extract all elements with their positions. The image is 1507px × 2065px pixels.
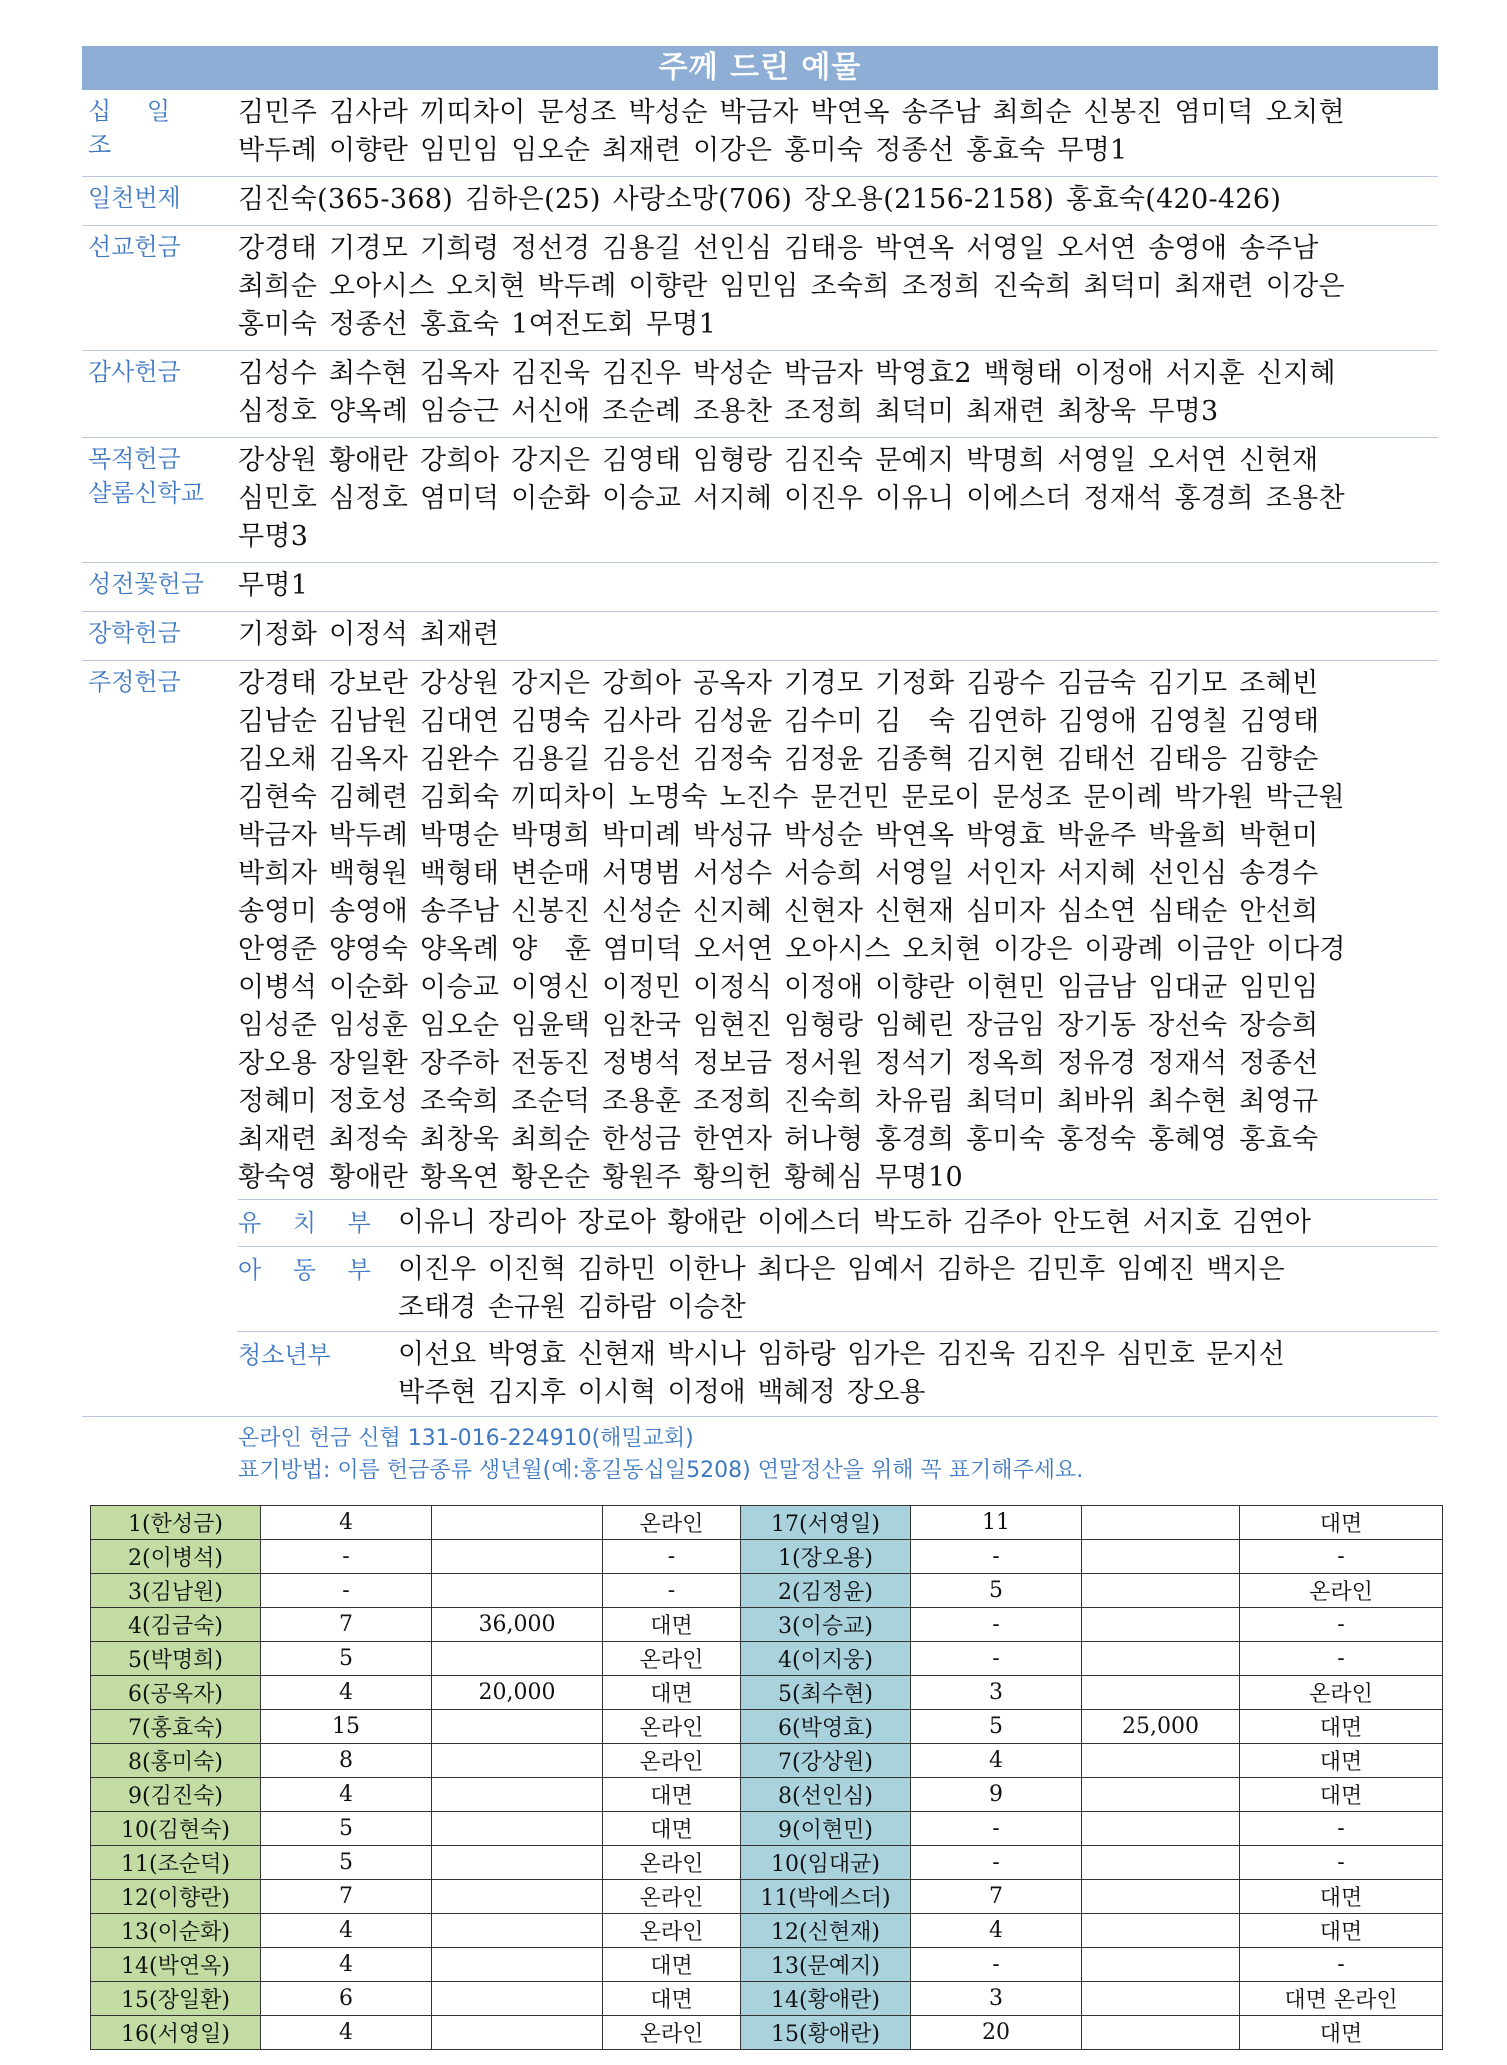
section-label: 주정헌금 bbox=[88, 668, 181, 696]
cell-count-left: 4 bbox=[261, 1778, 432, 1812]
cell-count-left: 6 bbox=[261, 1982, 432, 2016]
cell-count-left: 8 bbox=[261, 1744, 432, 1778]
section-thanks-offering bbox=[82, 351, 1438, 438]
cell-name-left: 8(홍미숙) bbox=[91, 1744, 261, 1778]
cell-type-left: 온라인 bbox=[603, 1914, 741, 1948]
name-line: 무명1 bbox=[238, 570, 309, 601]
subsection-children bbox=[238, 1246, 1438, 1331]
cell-amount-right bbox=[1082, 1676, 1240, 1710]
cell-count-right: 5 bbox=[911, 1710, 1082, 1744]
section-label: 일천번제 bbox=[88, 184, 181, 212]
cell-type-right: 대면 온라인 bbox=[1240, 1982, 1443, 2016]
cell-amount-left bbox=[432, 1982, 603, 2016]
cell-type-right: - bbox=[1240, 1540, 1443, 1574]
cell-amount-left bbox=[432, 1506, 603, 1540]
name-line: 황숙영 황애란 황옥연 황온순 황원주 황의헌 황혜심 무명10 bbox=[238, 1162, 963, 1193]
cell-count-right: 7 bbox=[911, 1880, 1082, 1914]
cell-count-right: - bbox=[911, 1948, 1082, 1982]
cell-type-left: 온라인 bbox=[603, 2016, 741, 2050]
name-line: 박금자 박두례 박명순 박명희 박미례 박성규 박성순 박연옥 박영효 박윤주 박율희 박현미 bbox=[238, 820, 1319, 851]
cell-name-left: 16(서영일) bbox=[91, 2016, 261, 2050]
cell-type-left: 온라인 bbox=[603, 1846, 741, 1880]
cell-amount-left: 36,000 bbox=[432, 1608, 603, 1642]
name-line: 박희자 백형원 백형태 변순매 서명범 서성수 서승희 서영일 서인자 서지혜 선인심 송경수 bbox=[238, 858, 1319, 889]
cell-type-left: 온라인 bbox=[603, 1506, 741, 1540]
table-row bbox=[91, 1914, 1443, 1948]
cell-count-left: 4 bbox=[261, 1506, 432, 1540]
cell-amount-left bbox=[432, 1574, 603, 1608]
name-line: 이진우 이진혁 김하민 이한나 최다은 임예서 김하은 김민후 임예진 백지은 bbox=[398, 1254, 1285, 1285]
cell-amount-right bbox=[1082, 1642, 1240, 1676]
cell-count-right: 4 bbox=[911, 1914, 1082, 1948]
subsection-label: 아 동 부 bbox=[238, 1256, 383, 1284]
section-label-line1: 목적헌금 bbox=[88, 445, 181, 473]
cell-amount-left bbox=[432, 1642, 603, 1676]
cell-count-right: 11 bbox=[911, 1506, 1082, 1540]
cell-amount-left bbox=[432, 2016, 603, 2050]
cell-type-right: 온라인 bbox=[1240, 1676, 1443, 1710]
cell-type-right: 대면 bbox=[1240, 1710, 1443, 1744]
cell-count-right: - bbox=[911, 1846, 1082, 1880]
section-label: 성전꽃헌금 bbox=[88, 570, 204, 598]
cell-count-left: - bbox=[261, 1540, 432, 1574]
table-row bbox=[91, 2016, 1443, 2050]
name-line: 이병석 이순화 이승교 이영신 이정민 이정식 이정애 이향란 이현민 임금남 임대균 임민임 bbox=[238, 972, 1319, 1003]
notation-method-line: 표기방법: 이름 헌금종류 생년월(예:홍길동십일5208) 연말정산을 위해 꼭 표기해주세요. bbox=[238, 1458, 1084, 1483]
name-line: 최재련 최정숙 최창욱 최희순 한성금 한연자 허나형 홍경희 홍미숙 홍정숙 홍혜영 홍효숙 bbox=[238, 1124, 1319, 1155]
cell-amount-right bbox=[1082, 1744, 1240, 1778]
cell-name-right: 7(강상원) bbox=[741, 1744, 911, 1778]
offering-report bbox=[82, 46, 1438, 2050]
cell-count-left: 15 bbox=[261, 1710, 432, 1744]
name-line: 홍미숙 정종선 홍효숙 1여전도회 무명1 bbox=[238, 309, 717, 340]
section-purpose-offering bbox=[82, 438, 1438, 563]
cell-amount-right bbox=[1082, 1506, 1240, 1540]
page-title: 주께 드린 예물 bbox=[82, 46, 1438, 90]
cell-amount-right bbox=[1082, 1778, 1240, 1812]
name-line: 강경태 강보란 강상원 강지은 강희아 공옥자 기경모 기정화 김광수 김금숙 김기모 조혜빈 bbox=[238, 668, 1319, 699]
cell-count-left: 7 bbox=[261, 1880, 432, 1914]
table-row bbox=[91, 1812, 1443, 1846]
name-list bbox=[398, 1204, 1438, 1242]
cell-type-right: 대면 bbox=[1240, 2016, 1443, 2050]
cell-amount-left bbox=[432, 1914, 603, 1948]
table-row bbox=[91, 1642, 1443, 1676]
cell-amount-right bbox=[1082, 1914, 1240, 1948]
cell-type-right: 대면 bbox=[1240, 1880, 1443, 1914]
name-line: 강경태 기경모 기희령 정선경 김용길 선인심 김태응 박연옥 서영일 오서연 송영애 송주남 bbox=[238, 233, 1319, 264]
section-thousand-offering bbox=[82, 177, 1438, 226]
name-list bbox=[238, 94, 1438, 170]
cell-count-right: - bbox=[911, 1608, 1082, 1642]
cell-name-right: 10(임대균) bbox=[741, 1846, 911, 1880]
section-mission-offering bbox=[82, 226, 1438, 351]
table-row bbox=[91, 1880, 1443, 1914]
table-row bbox=[91, 1846, 1443, 1880]
cell-amount-left bbox=[432, 1880, 603, 1914]
table-row bbox=[91, 1506, 1443, 1540]
cell-count-right: - bbox=[911, 1540, 1082, 1574]
name-list bbox=[238, 616, 1438, 654]
cell-count-right: - bbox=[911, 1812, 1082, 1846]
cell-type-right: - bbox=[1240, 1812, 1443, 1846]
cell-name-right: 13(문예지) bbox=[741, 1948, 911, 1982]
name-line: 이유니 장리아 장로아 황애란 이에스더 박도하 김주아 안도현 서지호 김연아 bbox=[398, 1207, 1311, 1238]
section-weekly-offering bbox=[82, 661, 1438, 1199]
cell-type-left: 온라인 bbox=[603, 1710, 741, 1744]
cell-name-right: 11(박에스더) bbox=[741, 1880, 911, 1914]
subsection-kindergarten bbox=[238, 1199, 1438, 1246]
name-line: 심정호 양옥례 임승근 서신애 조순례 조용찬 조정희 최덕미 최재련 최창욱 무명3 bbox=[238, 396, 1219, 427]
cell-type-right: 대면 bbox=[1240, 1744, 1443, 1778]
name-line: 김성수 최수현 김옥자 김진욱 김진우 박성순 박금자 박영효2 백형태 이정애 서지훈 신지혜 bbox=[238, 358, 1336, 389]
name-list bbox=[238, 230, 1438, 344]
cell-name-left: 5(박명희) bbox=[91, 1642, 261, 1676]
name-line: 임성준 임성훈 임오순 임윤택 임찬국 임현진 임형랑 임혜린 장금임 장기동 장선숙 장승희 bbox=[238, 1010, 1319, 1041]
cell-amount-right bbox=[1082, 1812, 1240, 1846]
cell-name-right: 14(황애란) bbox=[741, 1982, 911, 2016]
cell-type-left: - bbox=[603, 1574, 741, 1608]
cell-count-left: 4 bbox=[261, 2016, 432, 2050]
name-line: 강상원 황애란 강희아 강지은 김영태 임형랑 김진숙 문예지 박명희 서영일 오서연 신현재 bbox=[238, 445, 1319, 476]
section-label: 십 일 조 bbox=[88, 97, 184, 159]
name-list bbox=[398, 1336, 1438, 1412]
cell-amount-right bbox=[1082, 1948, 1240, 1982]
cell-amount-left bbox=[432, 1948, 603, 1982]
cell-name-left: 9(김진숙) bbox=[91, 1778, 261, 1812]
name-list bbox=[238, 181, 1438, 219]
cell-amount-right bbox=[1082, 1608, 1240, 1642]
cell-type-left: 온라인 bbox=[603, 1880, 741, 1914]
name-line: 김남순 김남원 김대연 김명숙 김사라 김성윤 김수미 김 숙 김연하 김영애 김영칠 김영태 bbox=[238, 706, 1320, 737]
table-row bbox=[91, 1540, 1443, 1574]
cell-count-left: 5 bbox=[261, 1812, 432, 1846]
table-row bbox=[91, 1982, 1443, 2016]
section-scholarship-offering bbox=[82, 612, 1438, 661]
cell-name-left: 3(김남원) bbox=[91, 1574, 261, 1608]
cell-type-left: 대면 bbox=[603, 1812, 741, 1846]
table-row bbox=[91, 1778, 1443, 1812]
name-list bbox=[238, 567, 1438, 605]
name-list bbox=[238, 665, 1438, 1197]
subsection-label: 유 치 부 bbox=[238, 1209, 383, 1237]
subsection-label: 청소년부 bbox=[238, 1341, 331, 1369]
cell-amount-right: 25,000 bbox=[1082, 1710, 1240, 1744]
name-line: 김진숙(365-368) 김하은(25) 사랑소망(706) 장오용(2156-2158) 홍효숙(420-426) bbox=[238, 184, 1282, 215]
name-line: 김현숙 김혜련 김회숙 끼띠차이 노명숙 노진수 문건민 문로이 문성조 문이례 박가원 박근원 bbox=[238, 782, 1345, 813]
cell-amount-left bbox=[432, 1744, 603, 1778]
cell-amount-left bbox=[432, 1540, 603, 1574]
name-line: 정혜미 정호성 조숙희 조순덕 조용훈 조정희 진숙희 차유림 최덕미 최바위 최수현 최영규 bbox=[238, 1086, 1319, 1117]
name-list bbox=[238, 442, 1438, 556]
cell-amount-left bbox=[432, 1846, 603, 1880]
attendance-table bbox=[90, 1505, 1443, 2050]
cell-count-right: 3 bbox=[911, 1676, 1082, 1710]
cell-name-right: 15(황애란) bbox=[741, 2016, 911, 2050]
cell-count-left: 4 bbox=[261, 1914, 432, 1948]
cell-count-right: 5 bbox=[911, 1574, 1082, 1608]
cell-amount-right bbox=[1082, 1846, 1240, 1880]
name-line: 무명3 bbox=[238, 521, 309, 552]
name-list bbox=[238, 355, 1438, 431]
name-line: 안영준 양영숙 양옥례 양 훈 염미덕 오서연 오아시스 오치현 이강은 이광례 이금안 이다경 bbox=[238, 934, 1346, 965]
cell-type-right: - bbox=[1240, 1948, 1443, 1982]
cell-count-right: 20 bbox=[911, 2016, 1082, 2050]
cell-amount-left bbox=[432, 1778, 603, 1812]
cell-count-right: 9 bbox=[911, 1778, 1082, 1812]
table-row bbox=[91, 1676, 1443, 1710]
cell-amount-left bbox=[432, 1812, 603, 1846]
name-line: 기정화 이정석 최재련 bbox=[238, 619, 500, 650]
cell-name-right: 12(신현재) bbox=[741, 1914, 911, 1948]
name-line: 송영미 송영애 송주남 신봉진 신성순 신지혜 신현자 신현재 심미자 심소연 심태순 안선희 bbox=[238, 896, 1319, 927]
cell-name-right: 1(장오용) bbox=[741, 1540, 911, 1574]
cell-name-right: 9(이현민) bbox=[741, 1812, 911, 1846]
cell-name-left: 1(한성금) bbox=[91, 1506, 261, 1540]
cell-name-left: 12(이향란) bbox=[91, 1880, 261, 1914]
cell-name-left: 15(장일환) bbox=[91, 1982, 261, 2016]
cell-name-right: 2(김정윤) bbox=[741, 1574, 911, 1608]
cell-type-right: 온라인 bbox=[1240, 1574, 1443, 1608]
cell-type-left: 대면 bbox=[603, 1982, 741, 2016]
name-line: 박두례 이향란 임민임 임오순 최재련 이강은 홍미숙 정종선 홍효숙 무명1 bbox=[238, 135, 1128, 166]
cell-type-left: 대면 bbox=[603, 1608, 741, 1642]
section-label: 장학헌금 bbox=[88, 619, 181, 647]
cell-count-right: 3 bbox=[911, 1982, 1082, 2016]
subsection-youth bbox=[238, 1331, 1438, 1416]
cell-type-right: - bbox=[1240, 1608, 1443, 1642]
section-tithe bbox=[82, 90, 1438, 177]
cell-name-right: 4(이지웅) bbox=[741, 1642, 911, 1676]
cell-amount-left bbox=[432, 1710, 603, 1744]
name-line: 장오용 장일환 장주하 전동진 정병석 정보금 정서원 정석기 정옥희 정유경 정재석 정종선 bbox=[238, 1048, 1319, 1079]
cell-name-left: 14(박연옥) bbox=[91, 1948, 261, 1982]
online-account-line: 온라인 헌금 신협 131-016-224910(해밀교회) bbox=[238, 1426, 694, 1451]
name-line: 박주현 김지후 이시혁 이정애 백혜정 장오용 bbox=[398, 1377, 926, 1408]
cell-name-left: 10(김현숙) bbox=[91, 1812, 261, 1846]
cell-count-right: 4 bbox=[911, 1744, 1082, 1778]
table-row bbox=[91, 1710, 1443, 1744]
section-label bbox=[82, 442, 238, 556]
cell-count-left: 4 bbox=[261, 1676, 432, 1710]
cell-type-right: 대면 bbox=[1240, 1914, 1443, 1948]
name-line: 김오채 김옥자 김완수 김용길 김응선 김정숙 김정윤 김종혁 김지현 김태선 김태응 김향순 bbox=[238, 744, 1319, 775]
name-line: 김민주 김사라 끼띠차이 문성조 박성순 박금자 박연옥 송주남 최희순 신봉진 염미덕 오치현 bbox=[238, 97, 1345, 128]
name-line: 조태경 손규원 김하람 이승찬 bbox=[398, 1292, 746, 1323]
cell-type-right: - bbox=[1240, 1846, 1443, 1880]
cell-amount-left: 20,000 bbox=[432, 1676, 603, 1710]
cell-type-left: 온라인 bbox=[603, 1744, 741, 1778]
cell-amount-right bbox=[1082, 1880, 1240, 1914]
cell-name-left: 6(공옥자) bbox=[91, 1676, 261, 1710]
cell-amount-right bbox=[1082, 1574, 1240, 1608]
cell-type-left: 대면 bbox=[603, 1676, 741, 1710]
cell-count-left: 7 bbox=[261, 1608, 432, 1642]
table-row bbox=[91, 1948, 1443, 1982]
cell-name-right: 6(박영효) bbox=[741, 1710, 911, 1744]
cell-name-left: 7(홍효숙) bbox=[91, 1710, 261, 1744]
cell-type-left: - bbox=[603, 1540, 741, 1574]
cell-name-right: 3(이승교) bbox=[741, 1608, 911, 1642]
cell-type-left: 온라인 bbox=[603, 1642, 741, 1676]
table-row bbox=[91, 1608, 1443, 1642]
cell-type-right: 대면 bbox=[1240, 1506, 1443, 1540]
cell-type-right: 대면 bbox=[1240, 1778, 1443, 1812]
table-row bbox=[91, 1744, 1443, 1778]
cell-count-right: - bbox=[911, 1642, 1082, 1676]
name-list bbox=[398, 1251, 1438, 1327]
name-line: 이선요 박영효 신현재 박시나 임하랑 임가은 김진욱 김진우 심민호 문지선 bbox=[398, 1339, 1285, 1370]
cell-type-left: 대면 bbox=[603, 1778, 741, 1812]
table-row bbox=[91, 1574, 1443, 1608]
cell-count-left: 4 bbox=[261, 1948, 432, 1982]
cell-name-left: 11(조순덕) bbox=[91, 1846, 261, 1880]
online-offering-notice bbox=[82, 1416, 1438, 1493]
section-label: 감사헌금 bbox=[88, 358, 181, 386]
section-altar-flower-offering bbox=[82, 563, 1438, 612]
cell-amount-right bbox=[1082, 1982, 1240, 2016]
cell-name-right: 17(서영일) bbox=[741, 1506, 911, 1540]
name-line: 최희순 오아시스 오치현 박두례 이향란 임민임 조숙희 조정희 진숙희 최덕미 최재련 이강은 bbox=[238, 271, 1345, 302]
cell-name-left: 4(김금숙) bbox=[91, 1608, 261, 1642]
cell-type-right: - bbox=[1240, 1642, 1443, 1676]
cell-name-left: 13(이순화) bbox=[91, 1914, 261, 1948]
section-label: 선교헌금 bbox=[88, 233, 181, 261]
cell-amount-right bbox=[1082, 2016, 1240, 2050]
cell-name-right: 8(선인심) bbox=[741, 1778, 911, 1812]
section-label-line2: 샬롬신학교 bbox=[88, 479, 204, 507]
cell-count-left: 5 bbox=[261, 1846, 432, 1880]
cell-count-left: 5 bbox=[261, 1642, 432, 1676]
cell-count-left: - bbox=[261, 1574, 432, 1608]
cell-amount-right bbox=[1082, 1540, 1240, 1574]
cell-name-right: 5(최수현) bbox=[741, 1676, 911, 1710]
cell-name-left: 2(이병석) bbox=[91, 1540, 261, 1574]
name-line: 심민호 심정호 염미덕 이순화 이승교 서지혜 이진우 이유니 이에스더 정재석 홍경희 조용찬 bbox=[238, 483, 1345, 514]
cell-type-left: 대면 bbox=[603, 1948, 741, 1982]
